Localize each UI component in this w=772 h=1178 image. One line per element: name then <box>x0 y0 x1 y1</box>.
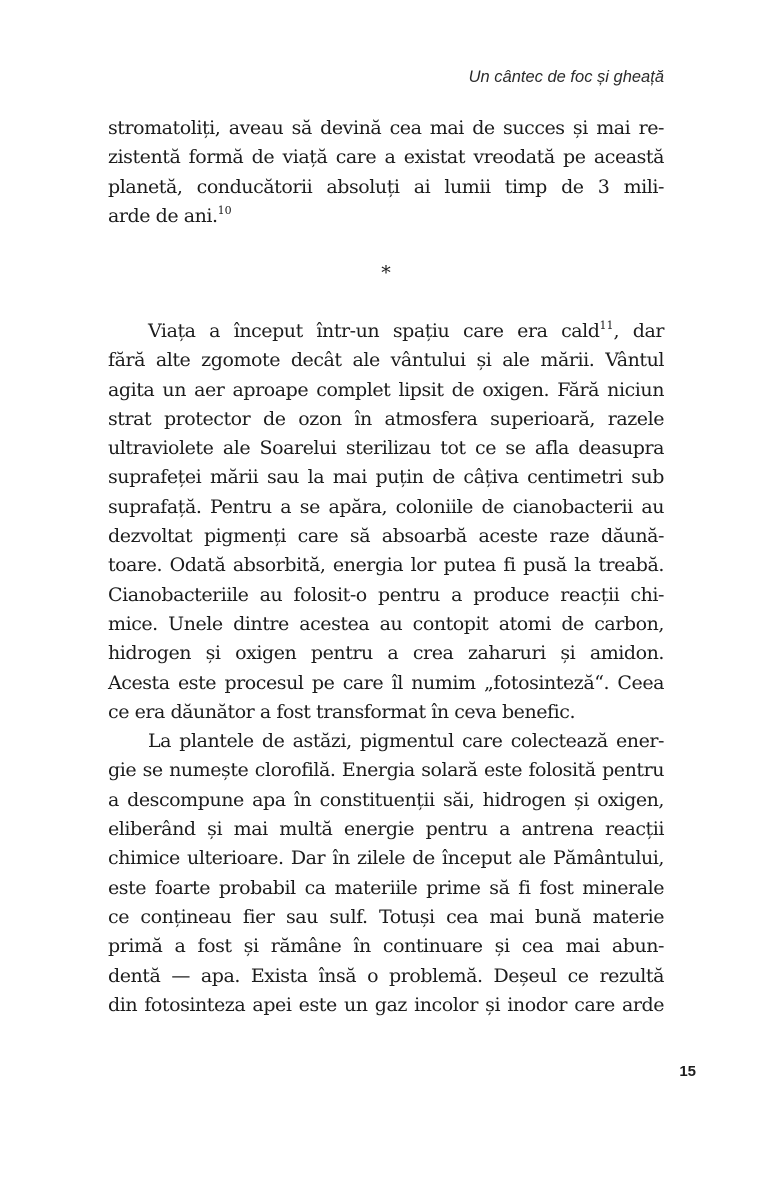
running-head-title: Un cântec de foc și gheață <box>468 68 664 86</box>
text-line: a descompune apa în constituenții săi, hidrogen și oxigen, <box>108 788 664 811</box>
text-line: dentă — apa. Exista însă o problemă. Deșeul ce rezultă <box>108 964 664 987</box>
text-line: Cianobacteriile au folosit-o pentru a produce reacții chi- <box>108 583 664 606</box>
text-line: agita un aer aproape complet lipsit de oxigen. Fără niciun <box>108 378 664 401</box>
text-line: suprafeței mării sau la mai puțin de câțiva centimetri sub <box>108 466 664 489</box>
text-line: gie se numește clorofilă. Energia solară este folosită pentru <box>108 759 664 782</box>
footnote-ref-11[interactable]: 11 <box>599 319 614 332</box>
body-text <box>108 317 664 1020</box>
footnote-ref-10[interactable]: 10 <box>217 203 232 217</box>
text-line-content: , dar <box>613 320 664 342</box>
text-line: toare. Odată absorbită, energia lor putea fi pusă la treabă. <box>108 554 664 577</box>
text-line: dezvoltat pigmenți care să absoarbă aceste raze dăună- <box>108 525 664 548</box>
page-number: 15 <box>679 1063 696 1080</box>
text-line <box>108 202 664 231</box>
text-line: hidrogen și oxigen pentru a crea zaharuri și amidon. <box>108 642 664 665</box>
text-line: mice. Unele dintre acestea au contopit atomi de carbon, <box>108 612 664 635</box>
text-line: ce era dăunător a fost transformat în ceva benefic. <box>108 700 576 723</box>
text-line: chimice ulterioare. Dar în zilele de început ale Pământului, <box>108 847 664 870</box>
text-line: este foarte probabil ca materiile prime să fi fost minerale <box>108 876 664 899</box>
text-line: din fotosinteza apei este un gaz incolor și inodor care arde <box>108 993 664 1016</box>
paragraph-first-line <box>108 317 664 346</box>
text-line-content: Viața a început într-un spațiu care era cald <box>148 320 600 342</box>
text-line: eliberând și mai multă energie pentru a antrena reacții <box>108 818 664 841</box>
text-line: ce conțineau fier sau sulf. Totuși cea mai bună materie <box>108 905 664 928</box>
text-line-content: arde de ani. <box>108 204 218 227</box>
paragraph-continuation <box>108 114 664 231</box>
text-line: primă a fost și rămâne în continuare și cea mai abun- <box>108 935 664 958</box>
text-line: stromatoliți, aveau să devină cea mai de succes și mai re- <box>108 117 664 139</box>
text-line: strat protector de ozon în atmosfera superioară, razele <box>108 407 664 430</box>
text-line: Acesta este procesul pe care îl numim „fotosinteză“. Ceea <box>108 671 664 694</box>
text-line: zistentă formă de viață care a existat vreodată pe această <box>108 146 664 169</box>
text-line: fără alte zgomote decât ale vântului și ale mării. Vântul <box>108 349 664 372</box>
text-line: suprafață. Pentru a se apăra, coloniile de cianobacterii au <box>108 495 664 518</box>
paragraph-first-line: La plantele de astăzi, pigmentul care colectează ener- <box>148 730 664 753</box>
section-separator: * <box>381 262 391 284</box>
text-line: ultraviolete ale Soarelui sterilizau tot ce se afla deasupra <box>108 437 664 460</box>
text-line: planetă, conducătorii absoluți ai lumii timp de 3 mili- <box>108 175 664 198</box>
